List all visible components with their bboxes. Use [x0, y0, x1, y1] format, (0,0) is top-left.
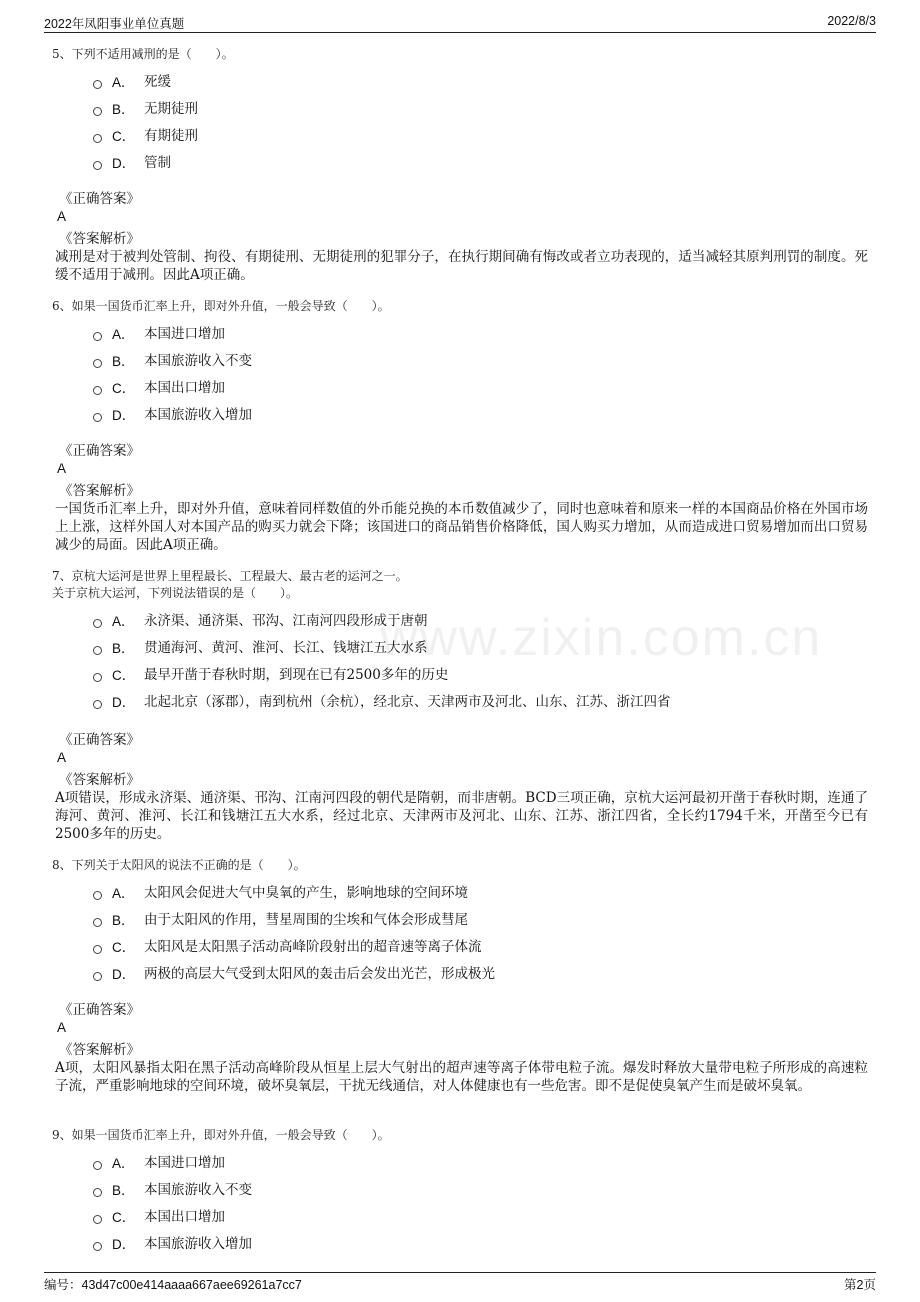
option-c[interactable]: [52, 1204, 868, 1231]
option-c[interactable]: [52, 662, 868, 689]
option-letter: C．: [112, 668, 136, 683]
header-date: 2022/8/3: [827, 14, 876, 28]
answer-label: 《正确答案》: [59, 191, 140, 207]
option-a[interactable]: [52, 321, 868, 348]
radio-icon[interactable]: [93, 1215, 102, 1224]
option-c[interactable]: [52, 123, 868, 150]
option-letter: B．: [112, 1183, 135, 1198]
radio-icon[interactable]: [93, 1242, 102, 1251]
option-d[interactable]: [52, 150, 868, 177]
option-letter: C．: [112, 381, 136, 396]
analysis-text: 一国货币汇率上升，即对外升值，意味着同样数值的外币能兑换的本币数值减少了，同时也意味着和原来一样的本国商品价格在外国市场上上涨，这样外国人对本国产品的购买力就会下降；该国进口的商品销售价格降低，国人购买力增加，从而造成进口贸易增加而出口贸易减少的局面。因此A项正确。: [55, 501, 868, 553]
option-text: 由于太阳风的作用，彗星周围的尘埃和气体会形成彗尾: [144, 912, 468, 928]
option-text: 本国进口增加: [144, 1155, 225, 1171]
option-d[interactable]: [52, 1231, 868, 1258]
radio-icon[interactable]: [93, 80, 102, 89]
answer-label: 《正确答案》: [59, 1002, 140, 1018]
option-letter: D．: [112, 1237, 136, 1252]
option-text: 贯通海河、黄河、淮河、长江、钱塘江五大水系: [144, 640, 428, 656]
radio-icon[interactable]: [93, 619, 102, 628]
answer-value: A: [57, 750, 67, 765]
option-text: 有期徒刑: [144, 128, 198, 144]
option-d[interactable]: [52, 961, 868, 988]
analysis-label: 《答案解析》: [59, 1042, 140, 1058]
option-text: 本国旅游收入增加: [144, 407, 252, 423]
radio-icon[interactable]: [93, 700, 102, 709]
question-stem: 8、下列关于太阳风的说法不正确的是（ ）。: [52, 858, 306, 872]
option-text: 北起北京（涿郡），南到杭州（余杭），经北京、天津两市及河北、山东、江苏、浙江四省: [144, 694, 671, 710]
option-letter: A．: [112, 75, 135, 90]
radio-icon[interactable]: [93, 1188, 102, 1197]
answer-label: 《正确答案》: [59, 732, 140, 748]
option-a[interactable]: [52, 880, 868, 907]
option-text: 本国旅游收入增加: [144, 1236, 252, 1252]
option-b[interactable]: [52, 348, 868, 375]
analysis-text: A项错误，形成永济渠、通济渠、邗沟、江南河四段的朝代是隋朝，而非唐朝。BCD三项正确，京杭大运河最初开凿于春秋时期，连通了海河、黄河、淮河、长江和钱塘江五大水系，经过北京、天津两市及河北、山东、江苏、浙江四省，全长约1794千米，开凿至今已有2500多年的历史。: [55, 790, 868, 842]
answer-label: 《正确答案》: [59, 443, 140, 459]
option-letter: A．: [112, 327, 135, 342]
question-6: [52, 298, 868, 429]
document-id: 编号：43d47c00e414aaaa667aee69261a7cc7: [44, 1278, 302, 1292]
radio-icon[interactable]: [93, 107, 102, 116]
page-number: 第2页: [844, 1278, 876, 1292]
question-8: [52, 857, 868, 988]
radio-icon[interactable]: [93, 673, 102, 682]
option-letter: B．: [112, 354, 135, 369]
options-list: [52, 1150, 868, 1258]
option-letter: C．: [112, 1210, 136, 1225]
option-letter: D．: [112, 967, 136, 982]
option-text: 太阳风会促进大气中臭氧的产生，影响地球的空间环境: [144, 885, 468, 901]
question-5: [52, 46, 868, 177]
option-b[interactable]: [52, 1177, 868, 1204]
option-letter: D．: [112, 695, 136, 710]
option-text: 本国旅游收入不变: [144, 1182, 252, 1198]
answer-value: A: [57, 1020, 67, 1035]
answer-value: A: [57, 461, 67, 476]
question-stem: 5、下列不适用减刑的是（ ）。: [52, 47, 234, 61]
option-text: 管制: [144, 155, 171, 171]
option-a[interactable]: [52, 608, 868, 635]
options-list: [52, 321, 868, 429]
answer-value: A: [57, 209, 67, 224]
option-text: 永济渠、通济渠、邗沟、江南河四段形成于唐朝: [144, 613, 428, 629]
analysis-text: 减刑是对于被判处管制、拘役、有期徒刑、无期徒刑的犯罪分子，在执行期间确有悔改或者立功表现的，适当减轻其原判刑罚的制度。死缓不适用于减刑。因此A项正确。: [55, 249, 868, 283]
option-text: 本国旅游收入不变: [144, 353, 252, 369]
option-text: 太阳风是太阳黑子活动高峰阶段射出的超音速等离子体流: [144, 939, 482, 955]
option-letter: A．: [112, 886, 135, 901]
answer-block-5: [55, 190, 868, 284]
radio-icon[interactable]: [93, 646, 102, 655]
radio-icon[interactable]: [93, 1161, 102, 1170]
radio-icon[interactable]: [93, 891, 102, 900]
option-letter: B．: [112, 102, 135, 117]
analysis-text: A项，太阳风暴指太阳在黑子活动高峰阶段从恒星上层大气射出的超声速等离子体带电粒子流。爆发时释放大量带电粒子所形成的高速粒子流，严重影响地球的空间环境，破坏臭氧层，干扰无线通信，对人体健康也有一些危害。即不是促使臭氧产生而是破坏臭氧。: [55, 1060, 868, 1094]
option-letter: D．: [112, 408, 136, 423]
option-letter: C．: [112, 129, 136, 144]
question-9: [52, 1127, 868, 1258]
radio-icon[interactable]: [93, 945, 102, 954]
options-list: [52, 69, 868, 177]
option-letter: D．: [112, 156, 136, 171]
option-text: 本国进口增加: [144, 326, 225, 342]
option-letter: A．: [112, 614, 135, 629]
option-letter: A．: [112, 1156, 135, 1171]
options-list: [52, 608, 868, 716]
analysis-label: 《答案解析》: [59, 772, 140, 788]
answer-block-8: [55, 1001, 868, 1095]
option-text: 最早开凿于春秋时期，到现在已有2500多年的历史: [144, 667, 449, 683]
page-header: [44, 14, 876, 33]
option-text: 无期徒刑: [144, 101, 198, 117]
question-stem: 6、如果一国货币汇率上升，即对外升值，一般会导致（ ）。: [52, 299, 390, 313]
question-stem-line-2: 关于京杭大运河，下列说法错误的是（ ）。: [52, 586, 299, 600]
option-text: 死缓: [144, 74, 171, 90]
option-a[interactable]: [52, 1150, 868, 1177]
watermark: www.zixin.com.cn: [380, 609, 823, 667]
radio-icon[interactable]: [93, 161, 102, 170]
option-letter: B．: [112, 641, 135, 656]
analysis-label: 《答案解析》: [59, 231, 140, 247]
option-a[interactable]: [52, 69, 868, 96]
question-stem: 9、如果一国货币汇率上升，即对外升值，一般会导致（ ）。: [52, 1128, 390, 1142]
analysis-label: 《答案解析》: [59, 483, 140, 499]
page-footer: [44, 1272, 876, 1292]
option-b[interactable]: [52, 96, 868, 123]
option-b[interactable]: [52, 907, 868, 934]
radio-icon[interactable]: [93, 359, 102, 368]
option-d[interactable]: [52, 402, 868, 429]
options-list: [52, 880, 868, 988]
radio-icon[interactable]: [93, 386, 102, 395]
option-text: 两极的高层大气受到太阳风的轰击后会发出光芒，形成极光: [144, 966, 495, 982]
radio-icon[interactable]: [93, 413, 102, 422]
option-c[interactable]: [52, 934, 868, 961]
question-7: [52, 568, 868, 716]
option-c[interactable]: [52, 375, 868, 402]
radio-icon[interactable]: [93, 972, 102, 981]
radio-icon[interactable]: [93, 332, 102, 341]
radio-icon[interactable]: [93, 134, 102, 143]
option-text: 本国出口增加: [144, 380, 225, 396]
answer-block-6: [55, 442, 868, 554]
header-title: 2022年凤阳事业单位真题: [44, 17, 185, 31]
option-d[interactable]: [52, 689, 868, 716]
radio-icon[interactable]: [93, 918, 102, 927]
option-b[interactable]: [52, 635, 868, 662]
option-text: 本国出口增加: [144, 1209, 225, 1225]
question-stem: 7、京杭大运河是世界上里程最长、工程最大、最古老的运河之一。: [52, 569, 408, 583]
option-letter: B．: [112, 913, 135, 928]
option-letter: C．: [112, 940, 136, 955]
answer-block-7: [55, 731, 868, 843]
